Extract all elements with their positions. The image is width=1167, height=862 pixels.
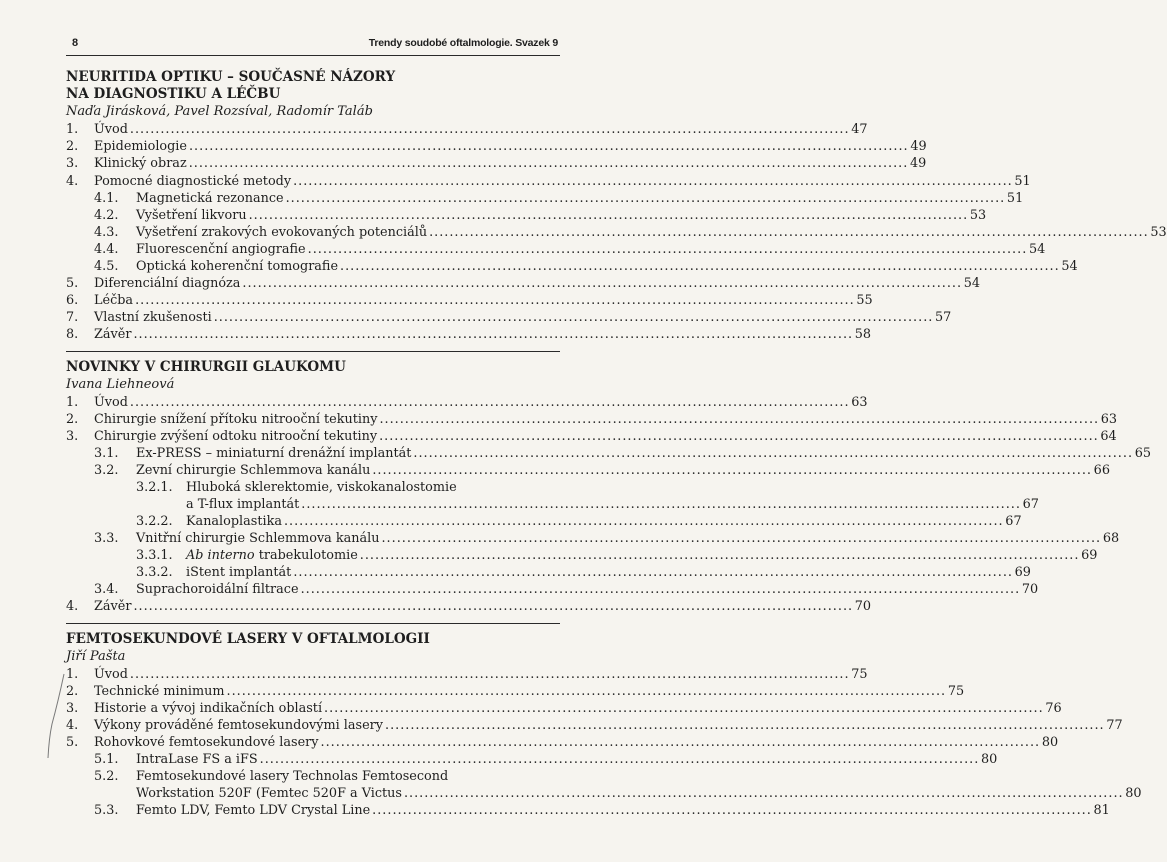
toc-entry[interactable]: 3. Historie a vývoj indikačních oblastí .............................................................................................................................................. 76 (66, 701, 1062, 716)
toc-page: 58 (854, 327, 872, 342)
toc-entry[interactable]: 7. Vlastní zkušenosti .............................................................................................................................................. 57 (66, 310, 952, 325)
toc-text: Vlastní zkušenosti (94, 310, 212, 325)
toc-entry[interactable]: 4.4. Fluorescenční angiografie .............................................................................................................................................. 54 (94, 242, 1046, 257)
toc-text: trabekulotomie (254, 548, 358, 563)
toc-text: IntraLase FS a iFS (136, 752, 258, 767)
section-title: NA DIAGNOSTIKU A LÉČBU (66, 86, 281, 102)
toc-number: 1. (66, 122, 79, 137)
toc-page: 65 (1134, 446, 1152, 461)
toc-page: 70 (854, 599, 872, 614)
toc-text: Vyšetření likvoru (136, 208, 247, 223)
toc-number: 2. (66, 412, 79, 427)
toc-number: 3. (66, 429, 79, 444)
section-authors: Ivana Liehneová (66, 377, 175, 392)
toc-page: 69 (1081, 548, 1098, 563)
pen-mark (44, 672, 68, 760)
toc-text: Pomocné diagnostické metody (94, 174, 292, 189)
toc-entry[interactable]: 1. Úvod .............................................................................................................................................. 63 (66, 395, 868, 410)
toc-number: 5.1. (94, 752, 119, 767)
toc-page: 67 (1005, 514, 1022, 529)
toc-number: 5.2. (94, 769, 119, 784)
toc-text: Fluorescenční angiografie (136, 242, 306, 257)
toc-entry[interactable]: 3.2.2. Kanaloplastika .............................................................................................................................................. 67 (136, 514, 1022, 529)
section-authors: Naďa Jirásková, Pavel Rozsíval, Radomír Taláb (66, 104, 373, 119)
toc-text: Rohovkové femtosekundové lasery (94, 735, 319, 750)
toc-number: 3.2.1. (136, 480, 173, 495)
toc-page: 53 (1150, 225, 1167, 240)
toc-page: 63 (851, 395, 868, 410)
toc-page: 66 (1093, 463, 1110, 478)
section-authors: Jiří Pašta (66, 649, 126, 664)
toc-number: 4.4. (94, 242, 119, 257)
toc-text: Závěr (94, 599, 132, 614)
toc-entry[interactable]: 2. Chirurgie snížení přítoku nitrooční tekutiny .............................................................................................................................................. 63 (66, 412, 1118, 427)
toc-number: 4.5. (94, 259, 119, 274)
toc-page: 80 (1125, 786, 1142, 801)
toc-entry[interactable]: 4. Závěr .............................................................................................................................................. 70 (66, 599, 872, 614)
toc-entry[interactable]: 3. Chirurgie zvýšení odtoku nitrooční tekutiny .............................................................................................................................................. 64 (66, 429, 1117, 444)
toc-number: 4. (66, 718, 79, 733)
toc-number: 4.2. (94, 208, 119, 223)
toc-number: 1. (66, 667, 79, 682)
toc-text: Optická koherenční tomografie (136, 259, 339, 274)
toc-entry[interactable]: 5.3. Femto LDV, Femto LDV Crystal Line .............................................................................................................................................. 81 (94, 803, 1110, 818)
toc-page: 70 (1021, 582, 1039, 597)
toc-page: 81 (1093, 803, 1110, 818)
toc-page: 68 (1102, 531, 1120, 546)
toc-page: 75 (851, 667, 868, 682)
toc-page: 51 (1006, 191, 1024, 206)
toc-entry[interactable]: 4.2. Vyšetření likvoru .............................................................................................................................................. 53 (94, 208, 987, 223)
toc-text: Femto LDV, Femto LDV Crystal Line (136, 803, 371, 818)
toc-text: Úvod (94, 122, 128, 137)
toc-text-italic: Ab interno (186, 548, 255, 563)
toc-number: 4. (66, 599, 79, 614)
toc-number: 4.3. (94, 225, 119, 240)
toc-text: Úvod (94, 667, 128, 682)
toc-number: 6. (66, 293, 79, 308)
toc-entry[interactable]: 2. Technické minimum .............................................................................................................................................. 75 (66, 684, 965, 699)
toc-text: Suprachoroidální filtrace (136, 582, 299, 597)
section-title: FEMTOSEKUNDOVÉ LASERY V OFTALMOLOGII (66, 631, 430, 647)
toc-entry[interactable]: 3.3.1. Ab interno trabekulotomie .............................................................................................................................................. 69 (136, 548, 1098, 563)
page-number: 8 (72, 37, 79, 49)
toc-number: 5. (66, 276, 79, 291)
toc-entry[interactable]: Workstation 520F (Femtec 520F a Victus .............................................................................................................................................. 80 (136, 786, 1142, 801)
toc-entry[interactable]: 5.1. IntraLase FS a iFS .............................................................................................................................................. 80 (94, 752, 998, 767)
toc-page: 77 (1106, 718, 1123, 733)
toc-text: Hluboká sklerektomie, viskokanalostomie (186, 480, 457, 495)
toc-entry[interactable]: 5. Diferenciální diagnóza .............................................................................................................................................. 54 (66, 276, 981, 291)
toc-entry[interactable]: 3. Klinický obraz .............................................................................................................................................. 49 (66, 156, 927, 171)
toc-page: 47 (851, 122, 868, 137)
toc-text: Závěr (94, 327, 132, 342)
toc-entry[interactable]: 6. Léčba .............................................................................................................................................. 55 (66, 293, 873, 308)
toc-text: Úvod (94, 395, 128, 410)
toc-entry[interactable]: 4. Výkony prováděné femtosekundovými lasery .............................................................................................................................................. 77 (66, 718, 1123, 733)
toc-text: Epidemiologie (94, 139, 187, 154)
toc-page: 49 (910, 156, 927, 171)
toc-number: 2. (66, 139, 79, 154)
toc-entry[interactable] (66, 768, 548, 785)
toc-text: Vyšetření zrakových evokovaných potenciálů (136, 225, 428, 240)
toc-number: 2. (66, 684, 79, 699)
toc-text: Magnetická rezonance (136, 191, 284, 206)
toc-page: 63 (1100, 412, 1118, 427)
toc-number: 4. (66, 174, 79, 189)
toc-entry[interactable]: a T-flux implantát .............................................................................................................................................. 67 (186, 497, 1039, 512)
toc-number: 3.4. (94, 582, 119, 597)
toc-entry[interactable]: 4.1. Magnetická rezonance .............................................................................................................................................. 51 (94, 191, 1024, 206)
section-divider (66, 351, 560, 352)
toc-number: 3.1. (94, 446, 119, 461)
toc-page: 54 (1061, 259, 1078, 274)
toc-entry[interactable]: 1. Úvod .............................................................................................................................................. 47 (66, 122, 868, 137)
toc-entry[interactable]: 3.3.2. iStent implantát .............................................................................................................................................. 69 (136, 565, 1031, 580)
toc-entry[interactable]: 4. Pomocné diagnostické metody .............................................................................................................................................. 51 (66, 174, 1031, 189)
toc-text: Chirurgie snížení přítoku nitrooční tekutiny (94, 412, 378, 427)
toc-text: Chirurgie zvýšení odtoku nitrooční tekutiny (94, 429, 378, 444)
toc-text: Klinický obraz (94, 156, 187, 171)
toc-entry[interactable]: 4.3. Vyšetření zrakových evokovaných potenciálů .............................................................................................................................................. 53 (94, 225, 1167, 240)
toc-entry[interactable]: 2. Epidemiologie .............................................................................................................................................. 49 (66, 139, 927, 154)
toc-text: Léčba (94, 293, 134, 308)
toc-number: 4.1. (94, 191, 119, 206)
toc-text: Technické minimum (94, 684, 225, 699)
toc-page: 53 (969, 208, 987, 223)
section-divider (66, 623, 560, 624)
toc-page: 76 (1045, 701, 1062, 716)
toc-number: 3.3. (94, 531, 119, 546)
toc-entry[interactable]: 1. Úvod .............................................................................................................................................. 75 (66, 667, 868, 682)
toc-text: a T-flux implantát (186, 497, 300, 512)
toc-text: Femtosekundové lasery Technolas Femtosecond (136, 769, 449, 784)
toc-number: 5.3. (94, 803, 119, 818)
toc-page: 80 (981, 752, 998, 767)
toc-text: Diferenciální diagnóza (94, 276, 241, 291)
header-rule (66, 55, 560, 56)
toc-number: 3.2.2. (136, 514, 173, 529)
toc-entry[interactable]: 4.5. Optická koherenční tomografie .............................................................................................................................................. 54 (94, 259, 1078, 274)
toc-text: iStent implantát (186, 565, 292, 580)
toc-number: 3.3.1. (136, 548, 173, 563)
toc-text: Ex-PRESS – miniaturní drenážní implantát (136, 446, 412, 461)
toc-page: 54 (963, 276, 981, 291)
toc-entry[interactable] (66, 479, 548, 496)
toc-number: 5. (66, 735, 79, 750)
toc-entry[interactable]: 3.4. Suprachoroidální filtrace .............................................................................................................................................. 70 (94, 582, 1039, 597)
toc-text: Workstation 520F (Femtec 520F a Victus (136, 786, 402, 801)
running-head: Trendy soudobé oftalmologie. Svazek 9 (368, 37, 558, 49)
toc-entry[interactable]: 3.2. Zevní chirurgie Schlemmova kanálu .............................................................................................................................................. 66 (94, 463, 1110, 478)
toc-page: 69 (1014, 565, 1031, 580)
toc-page: 64 (1100, 429, 1117, 444)
toc-entry[interactable]: 8. Závěr .............................................................................................................................................. 58 (66, 327, 872, 342)
toc-text: Vnitřní chirurgie Schlemmova kanálu (136, 531, 380, 546)
toc-number: 1. (66, 395, 79, 410)
toc-page: 49 (910, 139, 927, 154)
toc-page: 67 (1022, 497, 1039, 512)
toc-number: 3. (66, 156, 79, 171)
toc-text: Zevní chirurgie Schlemmova kanálu (136, 463, 371, 478)
toc-number: 3.3.2. (136, 565, 173, 580)
toc-page: 54 (1028, 242, 1046, 257)
toc-page: 55 (856, 293, 873, 308)
section-title: NOVINKY V CHIRURGII GLAUKOMU (66, 359, 346, 375)
toc-page: 75 (947, 684, 965, 699)
toc-number: 7. (66, 310, 79, 325)
toc-entry[interactable]: 3.3. Vnitřní chirurgie Schlemmova kanálu .............................................................................................................................................. 68 (94, 531, 1120, 546)
toc-page: 51 (1014, 174, 1031, 189)
toc-number: 8. (66, 327, 79, 342)
toc-number: 3. (66, 701, 79, 716)
toc-text: Výkony prováděné femtosekundovými lasery (94, 718, 383, 733)
toc-entry[interactable]: 5. Rohovkové femtosekundové lasery .............................................................................................................................................. 80 (66, 735, 1059, 750)
toc-entry[interactable]: 3.1. Ex-PRESS – miniaturní drenážní implantát .............................................................................................................................................. 65 (94, 446, 1152, 461)
toc-page: 57 (935, 310, 952, 325)
toc-number: 3.2. (94, 463, 119, 478)
toc-text: Kanaloplastika (186, 514, 282, 529)
toc-text: Historie a vývoj indikačních oblastí (94, 701, 323, 716)
section-title: NEURITIDA OPTIKU – SOUČASNÉ NÁZORY (66, 69, 396, 85)
toc-page: 80 (1041, 735, 1059, 750)
